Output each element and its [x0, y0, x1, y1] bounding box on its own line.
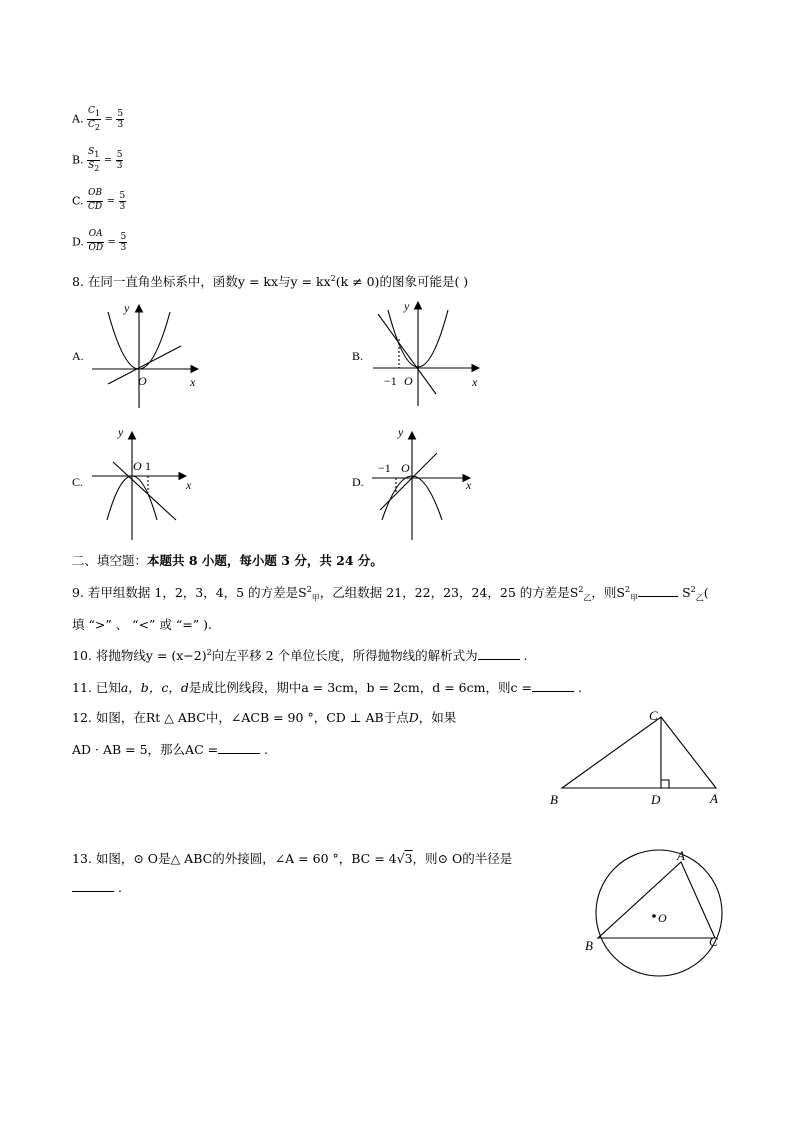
- answer-blank[interactable]: [72, 891, 114, 892]
- fraction: $\frac{OB}{CD}$: [88, 188, 103, 212]
- fraction: $\frac{5}{3}$: [119, 190, 126, 212]
- center-dot: [652, 914, 656, 918]
- q13-line2: .: [72, 880, 122, 895]
- graph-b: [373, 302, 479, 406]
- svg-text:−1: −1: [384, 374, 397, 388]
- q7-option-c: C. $\frac{OB}{CD}$ = $\frac{5}{3}$: [72, 188, 126, 215]
- graph-label-b: B.: [352, 349, 364, 363]
- answer-blank[interactable]: [218, 753, 260, 754]
- fraction: $\frac{5}{3}$: [120, 231, 127, 253]
- fraction: $\frac{5}{3}$: [117, 108, 124, 130]
- graph-c: [92, 432, 186, 540]
- svg-text:x: x: [472, 375, 478, 389]
- q12-line1: 12. 如图，在Rt △ ABC中，∠ACB = 90 °，CD ⊥ AB于点D，如果: [72, 710, 457, 725]
- svg-text:x: x: [186, 478, 192, 492]
- answer-blank[interactable]: [532, 691, 574, 692]
- svg-text:C: C: [709, 934, 718, 949]
- graph-label-a: A.: [72, 349, 84, 363]
- svg-text:A: A: [677, 848, 685, 863]
- svg-text:O: O: [658, 911, 667, 925]
- q7-option-d: D. $\frac{OA}{OD}$ = $\frac{5}{3}$: [72, 229, 127, 256]
- svg-text:−1: −1: [378, 461, 391, 475]
- answer-blank[interactable]: [478, 659, 520, 660]
- q12-line2: AD · AB = 5，那么AC = .: [72, 742, 269, 757]
- fraction: $\frac{OA}{OD}$: [88, 229, 104, 253]
- svg-text:O: O: [404, 374, 413, 388]
- svg-text:x: x: [190, 375, 196, 389]
- svg-text:1: 1: [145, 459, 151, 473]
- graph-label-d: D.: [352, 475, 364, 489]
- svg-text:C: C: [649, 708, 658, 723]
- q12-figure: [540, 700, 780, 815]
- q10: 10. 将抛物线$y = (x-2)^2$向左平移 2 个单位长度，所得抛物线的解析式为 .: [72, 647, 528, 663]
- fraction: $\frac{C_1}{C_2}$: [87, 106, 100, 132]
- q9-line2: 填 “>” 、 “<” 或 “=” ).: [72, 617, 212, 632]
- svg-text:y: y: [404, 299, 410, 313]
- svg-text:y: y: [398, 425, 404, 439]
- svg-text:O: O: [138, 374, 147, 388]
- option-label: D.: [72, 235, 84, 249]
- graph-label-c: C.: [72, 475, 84, 489]
- svg-text:y: y: [118, 425, 124, 439]
- q13-line1: 13. 如图，⊙ O是△ ABC的外接圆，∠A = 60 °，BC = 4√3，则⊙ O的半径是: [72, 851, 513, 866]
- graph-d: [372, 432, 470, 540]
- q8-graphs: [0, 0, 794, 560]
- svg-text:x: x: [466, 478, 472, 492]
- q7-option-b: B. $\frac{S_1}{S_2}$ = $\frac{5}{3}$: [72, 147, 123, 173]
- svg-text:B: B: [550, 792, 558, 807]
- option-label: C.: [72, 194, 84, 208]
- option-label: B.: [72, 153, 84, 167]
- option-label: A.: [72, 112, 84, 126]
- q8-stem: 8. 在同一直角坐标系中，函数y = kx与$y = kx^2(k \ne 0)$的图象可能是( ): [72, 273, 469, 289]
- fraction: $\frac{S_1}{S_2}$: [88, 147, 100, 173]
- svg-text:A: A: [710, 791, 718, 806]
- q11: 11. 已知a，b，c，d是成比例线段，期中a = 3cm，b = 2cm，d = 6cm，则c = .: [72, 680, 582, 695]
- svg-text:O: O: [133, 459, 142, 473]
- q7-option-a: A. $\frac{C_1}{C_2}$ = $\frac{5}{3}$: [72, 106, 124, 132]
- svg-text:y: y: [124, 301, 130, 315]
- answer-blank[interactable]: [638, 596, 678, 597]
- svg-text:D: D: [651, 792, 661, 807]
- graph-a: [92, 305, 198, 408]
- q9-line1: 9. 若甲组数据 1，2，3，4，5 的方差是$S^2_甲$，乙组数据 21，22，23，24，25 的方差是$S^2_乙$，则$S^2_甲$ $S^2_乙$(: [72, 584, 709, 603]
- svg-text:O: O: [401, 461, 410, 475]
- fraction: $\frac{5}{3}$: [116, 149, 123, 171]
- q13-figure: [580, 840, 740, 990]
- svg-text:B: B: [585, 938, 593, 953]
- section-header: 二、填空题：本题共 8 小题，每小题 3 分，共 24 分。: [72, 553, 383, 568]
